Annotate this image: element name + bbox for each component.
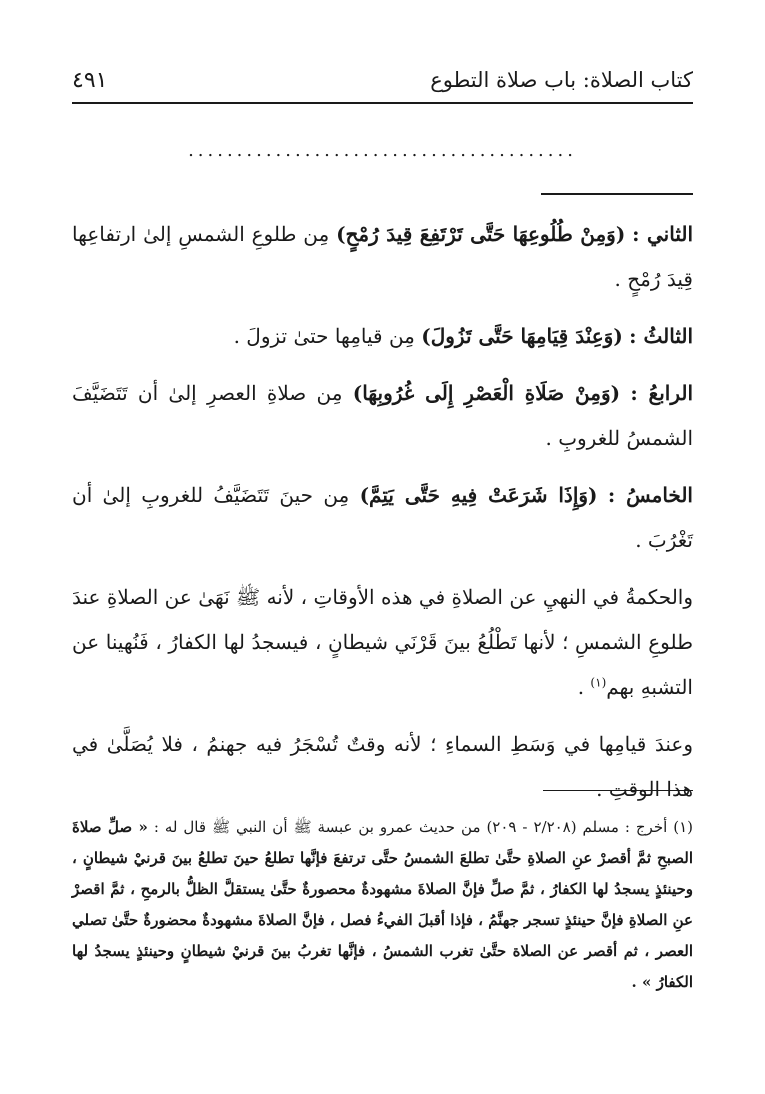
midday-text: وعندَ قيامِها في وَسَطِ السماءِ ؛ لأنه وقتٌ تُسْجَرُ فيه جهنمُ ، فلا يُصَلَّىٰ في هذا الوقتِ .: [72, 732, 693, 801]
omission-dots: ........................................: [188, 140, 577, 161]
list-item: [72, 371, 693, 461]
item-explanation: مِن طلوعِ الشمسِ إلىٰ ارتفاعِها قِيدَ رُمْحٍ .: [72, 222, 693, 291]
wisdom-text: والحكمةُ في النهيِ عن الصلاةِ في هذه الأوقاتِ ، لأنه ﷺ نَهَىٰ عن الصلاةِ عندَ طلوعِ الشمسِ ؛ لأنها تَطْلُعُ بينَ قَرْنَي شيطانٍ ، فيسجدُ لها الكفارُ ، فَنُهينا عن التشبهِ بهم: [72, 585, 693, 699]
item-explanation: مِن قيامِها حتىٰ تزولَ .: [233, 324, 415, 348]
list-item: [72, 473, 693, 563]
list-item: [72, 212, 693, 302]
footnote: [72, 812, 693, 998]
footnote-hadith: « صلِّ صلاةَ الصبحِ ثمَّ أقصرْ عنِ الصلاةِ حتَّىٰ تطلعَ الشمسُ حتَّى ترتفعَ فإنَّها تطلعُ حينَ تطلعُ بينَ قرنيْ شيطانٍ ، وحينئذٍ يسجدُ لها الكفارُ ، ثمَّ صلِّ فإنَّ الصلاةَ مشهودةٌ محصورةٌ حتَّىٰ يستقلَّ الظلُّ بالرمحِ ، ثمَّ اقصرْ عنِ الصلاةِ فإنَّ حينئذٍ تسجر جهنَّمُ ، فإذا أقبلَ الفيءُ فصل ، فإنَّ الصلاةَ مشهودةٌ محضورةٌ حتَّىٰ تصلي العصر ، ثم أقصر عن الصلاة حتَّىٰ تغرب الشمسُ ، فإنَّها تغربُ بينَ قرنيْ شيطانٍ وحينئذٍ يسجدُ لها الكفارُ » .: [72, 818, 693, 991]
header-rule: [72, 102, 693, 104]
item-label: الرابعُ :: [630, 381, 694, 405]
footnote-rule: [543, 790, 693, 791]
item-label: الخامسُ :: [607, 483, 693, 507]
running-header: [72, 62, 693, 98]
item-quote: (وَمِنْ صَلَاةِ الْعَصْرِ إِلَى غُرُوبِهَا): [352, 381, 621, 405]
chapter-title: كتاب الصلاة: باب صلاة التطوع: [430, 68, 693, 92]
item-explanation: مِن حينَ تَتَضَيَّفُ للغروبِ إلىٰ أن تَغْرُبَ .: [72, 483, 693, 552]
midday-paragraph: [72, 722, 693, 812]
footnote-reference[interactable]: (١): [590, 675, 607, 690]
item-label: الثاني :: [632, 222, 693, 246]
item-quote: (وَعِنْدَ قِيَامِهَا حَتَّى تَزُولَ): [421, 324, 623, 348]
item-quote: (وَمِنْ طُلُوعِهَا حَتَّى تَرْتَفِعَ قِيدَ رُمْحٍ): [336, 222, 626, 246]
footnote-intro: (١) أخرج : مسلم (٢/٢٠٨ - ٢٠٩) من حديث عمرو بن عبسة ﷺ أن النبي ﷺ قال له :: [153, 818, 693, 836]
page-number: ٤٩١: [72, 67, 108, 93]
main-text: [72, 212, 693, 824]
section-rule: [541, 193, 693, 195]
wisdom-text-end: .: [577, 675, 591, 699]
list-item: [72, 314, 693, 359]
item-explanation: مِن صلاةِ العصرِ إلىٰ أن تَتَضَيَّفَ الشمسُ للغروبِ .: [72, 381, 693, 450]
item-quote: (وَإِذَا شَرَعَتْ فِيهِ حَتَّى يَتِمَّ): [359, 483, 598, 507]
wisdom-paragraph: [72, 575, 693, 710]
item-label: الثالثُ :: [629, 324, 693, 348]
